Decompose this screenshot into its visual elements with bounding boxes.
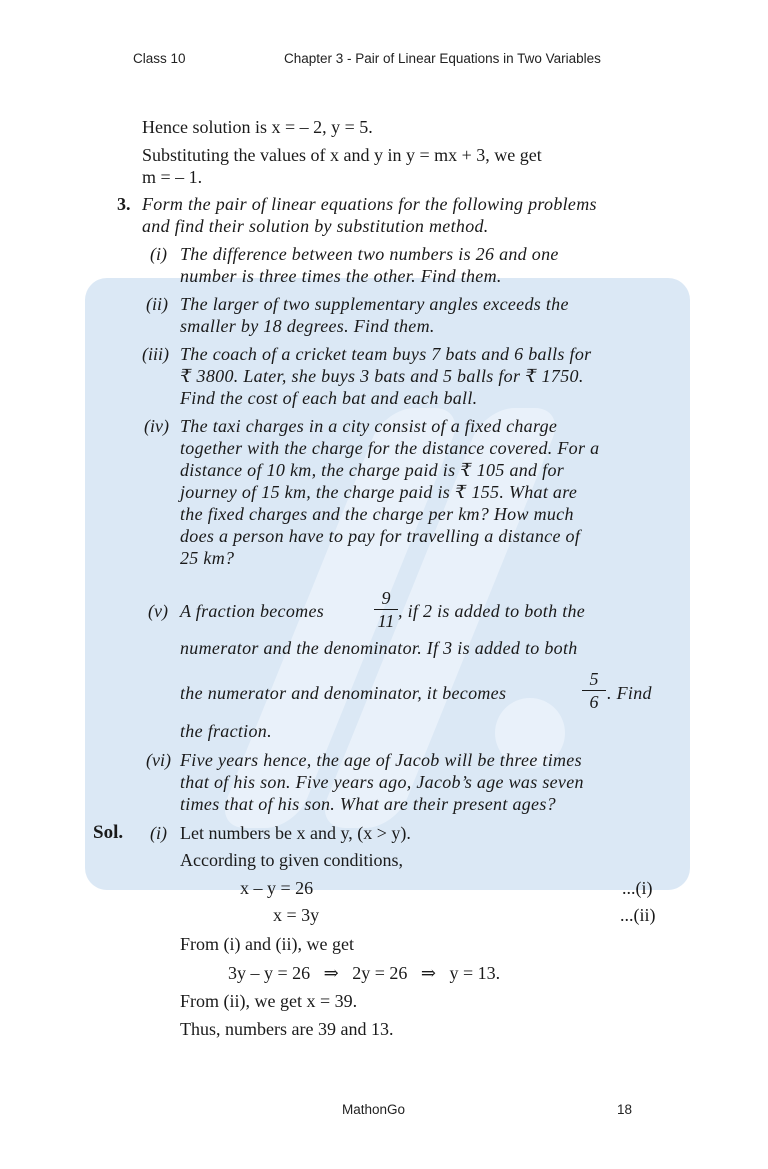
sub-question-text: The taxi charges in a city consist of a fixed charge: [180, 416, 558, 436]
sub-question-text: A fraction becomes: [180, 601, 325, 621]
sub-question-number: (i): [150, 244, 167, 264]
sub-question-text: journey of 15 km, the charge paid is ₹ 155. What are: [180, 482, 578, 502]
sub-question-text: distance of 10 km, the charge paid is ₹ 105 and for: [180, 460, 565, 480]
sub-question-text: together with the charge for the distance covered. For a: [180, 438, 600, 458]
fraction-denominator: 6: [589, 692, 599, 712]
solution-part-number: (i): [150, 823, 167, 843]
text-line: Substituting the values of x and y in y = mx + 3, we get: [142, 145, 542, 165]
equation: x = 3y: [273, 905, 320, 925]
sub-question-text: ₹ 3800. Later, she buys 3 bats and 5 balls for ₹ 1750.: [180, 366, 584, 386]
sub-question-number: (v): [148, 601, 168, 621]
page-number: 18: [617, 1102, 633, 1117]
fraction-denominator: 11: [377, 611, 395, 631]
equation-tag: ...(i): [622, 878, 653, 898]
solution-text: From (ii), we get x = 39.: [180, 991, 358, 1011]
sub-question-text: the numerator and denominator, it becomes: [180, 683, 507, 703]
footer-brand: MathonGo: [342, 1102, 406, 1117]
text-line: Hence solution is x = – 2, y = 5.: [142, 117, 373, 137]
sub-question-text: 25 km?: [180, 548, 235, 568]
sub-question-text: . Find: [607, 683, 652, 703]
sub-question-text: The coach of a cricket team buys 7 bats and 6 balls for: [180, 344, 592, 364]
question-number: 3.: [117, 194, 131, 214]
sub-question-text: The difference between two numbers is 26 and one: [180, 244, 559, 264]
sub-question-text: Five years hence, the age of Jacob will be three times: [180, 750, 582, 770]
equation-tag: ...(ii): [620, 905, 656, 925]
sub-question-number: (iii): [142, 344, 169, 364]
fraction-five-sixths: [582, 669, 606, 712]
sub-question-text: The larger of two supplementary angles exceeds the: [180, 294, 569, 314]
equation: 3y – y = 26 ⇒ 2y = 26 ⇒ y = 13.: [228, 963, 501, 983]
sub-question-text: the fixed charges and the charge per km? How much: [180, 504, 574, 524]
sub-question-number: (vi): [146, 750, 171, 770]
solution-text: According to given conditions,: [180, 850, 403, 870]
fraction-nine-elevenths: [374, 588, 398, 631]
sub-question-text: numerator and the denominator. If 3 is added to both: [180, 638, 578, 658]
sub-question-text: smaller by 18 degrees. Find them.: [180, 316, 435, 336]
header-chapter-title: [284, 51, 601, 66]
solution-text: Thus, numbers are 39 and 13.: [180, 1019, 394, 1039]
sub-question-text: times that of his son. What are their present ages?: [180, 794, 556, 814]
chapter-title-text: Chapter 3 - Pair of Linear Equations in Two Variables: [284, 51, 601, 66]
sub-question-text: number is three times the other. Find them.: [180, 266, 502, 286]
sub-question-text: that of his son. Five years ago, Jacob’s age was seven: [180, 772, 584, 792]
header-class-label: Class 10: [133, 51, 186, 66]
solution-label: Sol.: [93, 822, 124, 843]
sub-question-text: the fraction.: [180, 721, 272, 741]
sub-question-number: (ii): [146, 294, 168, 314]
sub-question-text: , if 2 is added to both the: [398, 601, 586, 621]
solution-text: From (i) and (ii), we get: [180, 934, 354, 954]
fraction-bar: [374, 609, 398, 610]
fraction-numerator: 9: [381, 588, 391, 608]
fraction-bar: [582, 690, 606, 691]
fraction-numerator: 5: [589, 669, 599, 689]
sub-question-text: Find the cost of each bat and each ball.: [180, 388, 478, 408]
text-line: m = – 1.: [142, 167, 203, 187]
equation: x – y = 26: [240, 878, 314, 898]
question-text: Form the pair of linear equations for the following problems: [142, 194, 597, 214]
sub-question-number: (iv): [144, 416, 169, 436]
sub-question-text: does a person have to pay for travelling a distance of: [180, 526, 581, 546]
question-text: and find their solution by substitution method.: [142, 216, 489, 236]
solution-text: Let numbers be x and y, (x > y).: [180, 823, 411, 843]
